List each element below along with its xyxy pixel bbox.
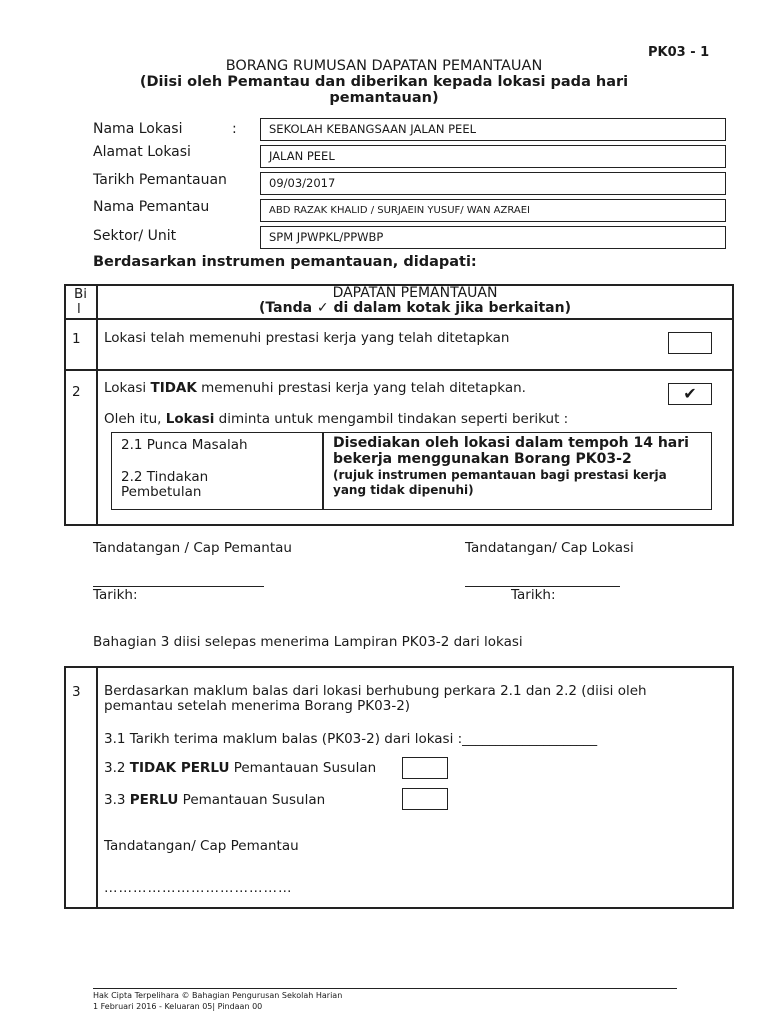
followup-signature-label: Tandatangan/ Cap Pemantau: [104, 838, 299, 854]
footer-release: 1 Februari 2016 - Keluaran 05| Pindaan 00: [93, 1002, 263, 1011]
row2-action-text: Oleh itu, Lokasi diminta untuk mengambil tindakan seperti berikut :: [104, 411, 569, 427]
date-pemantau-label: Tarikh:: [93, 587, 138, 603]
signature-lokasi-label: Tandatangan/ Cap Lokasi: [465, 540, 634, 556]
form-title: BORANG RUMUSAN DAPATAN PEMANTAUAN: [225, 58, 543, 74]
item-tidak-perlu: 3.2 TIDAK PERLU Pemantauan Susulan: [104, 760, 377, 776]
table-header-divider: [64, 318, 734, 320]
table-heading: DAPATAN PEMANTAUAN: [332, 285, 498, 301]
form-subtitle-line1: (Diisi oleh Pemantau dan diberikan kepada lokasi pada hari: [139, 74, 629, 90]
row1-number: 1: [72, 331, 81, 347]
label-tarikh-pemantauan: Tarikh Pemantauan: [93, 172, 227, 188]
item-tindakan-pembetulan: 2.2 Tindakan: [121, 469, 209, 485]
label-nama-lokasi: Nama Lokasi: [93, 121, 183, 137]
field-sektor-unit[interactable]: SPM JPWPKL/PPWBP: [260, 226, 726, 249]
note-line4: yang tidak dipenuhi): [333, 483, 474, 497]
section3-text-line1: Berdasarkan maklum balas dari lokasi berhubung perkara 2.1 dan 2.2 (diisi oleh: [104, 683, 647, 699]
item-perlu: 3.3 PERLU Pemantauan Susulan: [104, 792, 326, 808]
row2-number: 2: [72, 384, 81, 400]
followup-column-divider: [96, 666, 98, 909]
footer-copyright: Hak Cipta Terpelihara © Bahagian Pengurusan Sekolah Harian: [93, 991, 343, 1000]
section3-text-line2: pemantau setelah menerima Borang PK03-2): [104, 698, 411, 714]
column-bil-header: Bi: [74, 286, 88, 302]
intro-text: Berdasarkan instrumen pemantauan, didapati:: [93, 254, 477, 270]
note-line2: bekerja menggunakan Borang PK03-2: [333, 451, 632, 467]
footer-divider: [93, 988, 677, 989]
field-nama-pemantau[interactable]: ABD RAZAK KHALID / SURJAEIN YUSUF/ WAN AZRAEI: [260, 199, 726, 222]
item-tarikh-terima: 3.1 Tarikh terima maklum balas (PK03-2) dari lokasi :____________________: [104, 731, 598, 747]
note-line3: (rujuk instrumen pemantauan bagi prestasi kerja: [333, 468, 667, 482]
column-bil-header-cont: l: [77, 301, 81, 317]
table-heading-instruction: (Tanda ✓ di dalam kotak jika berkaitan): [259, 300, 571, 316]
subtable-divider: [322, 432, 324, 510]
row2-text: Lokasi TIDAK memenuhi prestasi kerja yang telah ditetapkan.: [104, 380, 526, 396]
section3-number: 3: [72, 684, 81, 700]
form-subtitle-line2: pemantauan): [329, 90, 439, 106]
table-row-divider: [64, 369, 734, 371]
perlu-checkbox[interactable]: [402, 788, 448, 810]
section3-intro: Bahagian 3 diisi selepas menerima Lampiran PK03-2 dari lokasi: [93, 634, 523, 650]
item-tindakan-pembetulan-cont: Pembetulan: [121, 484, 202, 500]
label-sektor-unit: Sektor/ Unit: [93, 228, 177, 244]
label-colon: :: [232, 121, 237, 137]
row1-checkbox[interactable]: [668, 332, 712, 354]
table-column-divider: [96, 284, 98, 526]
item-punca-masalah: 2.1 Punca Masalah: [121, 437, 248, 453]
note-line1: Disediakan oleh lokasi dalam tempoh 14 hari: [333, 435, 689, 451]
signature-pemantau-label: Tandatangan / Cap Pemantau: [93, 540, 292, 556]
document-code: PK03 - 1: [648, 45, 710, 60]
field-alamat-lokasi[interactable]: JALAN PEEL: [260, 145, 726, 168]
row1-text: Lokasi telah memenuhi prestasi kerja yang telah ditetapkan: [104, 330, 510, 346]
field-nama-lokasi[interactable]: SEKOLAH KEBANGSAAN JALAN PEEL: [260, 118, 726, 141]
date-lokasi-label: Tarikh:: [511, 587, 556, 603]
label-alamat-lokasi: Alamat Lokasi: [93, 144, 191, 160]
field-tarikh-pemantauan[interactable]: 09/03/2017: [260, 172, 726, 195]
label-nama-pemantau: Nama Pemantau: [93, 199, 210, 215]
row2-checkbox-checked[interactable]: ✔: [668, 383, 712, 405]
tidak-perlu-checkbox[interactable]: [402, 757, 448, 779]
followup-signature-dots[interactable]: …………………………………: [104, 880, 293, 896]
